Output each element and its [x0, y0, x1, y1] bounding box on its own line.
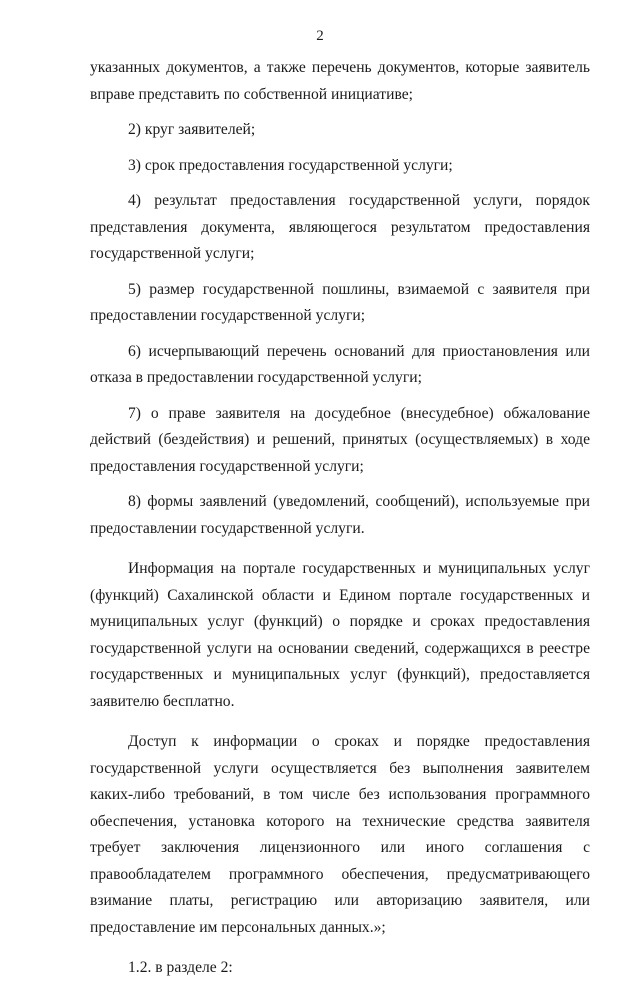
document-body: [90, 55, 590, 982]
list-item-6: 6) исчерпывающий перечень оснований для приостановления или отказа в предоставлении государственной услуги;: [90, 342, 590, 386]
list-item-7: 7) о праве заявителя на досудебное (внесудебное) обжалование действий (бездействия) и решений, принятых (осуществляемых) в ходе предоставления государственной услуги;: [90, 404, 590, 475]
paragraph-portal-information: Информация на портале государственных и муниципальных услуг (функций) Сахалинской области и Едином портале государственных и муниципальных услуг (функций) о порядке и сроках предоставления государственной услуги на основании сведений, содержащихся в реестре государственных и муниципальных услуг (функций), предоставляется заявителю бесплатно.: [90, 560, 590, 710]
page-number: 2: [316, 28, 324, 44]
list-item-2: 2) круг заявителей;: [128, 121, 256, 138]
list-item-4: 4) результат предоставления государственной услуги, порядок представления документа, являющегося результатом предоставления государственной услуги;: [90, 192, 590, 262]
section-heading: 1.2. в разделе 2:: [128, 959, 233, 976]
paragraph-access-information: Доступ к информации о сроках и порядке предоставления государственной услуги осуществляется без выполнения заявителем каких-либо требований, в том числе без использования программного обеспечения, установка которого на технические средства заявителя требует заключения лицензионного или иного соглашения с правообладателем программного обеспечения, предусматривающего взимание платы, регистрацию или авторизацию заявителя, или предоставление им персональных данных.»;: [90, 733, 590, 936]
paragraph-continuation: указанных документов, а также перечень документов, которые заявитель вправе представить по собственной инициативе;: [90, 59, 590, 103]
list-item-3: 3) срок предоставления государственной услуги;: [128, 156, 453, 174]
list-item-8: 8) формы заявлений (уведомлений, сообщений), используемые при предоставлении государственной услуги.: [90, 493, 590, 537]
list-item-5: 5) размер государственной пошлины, взимаемой с заявителя при предоставлении государственной услуги;: [90, 280, 590, 324]
